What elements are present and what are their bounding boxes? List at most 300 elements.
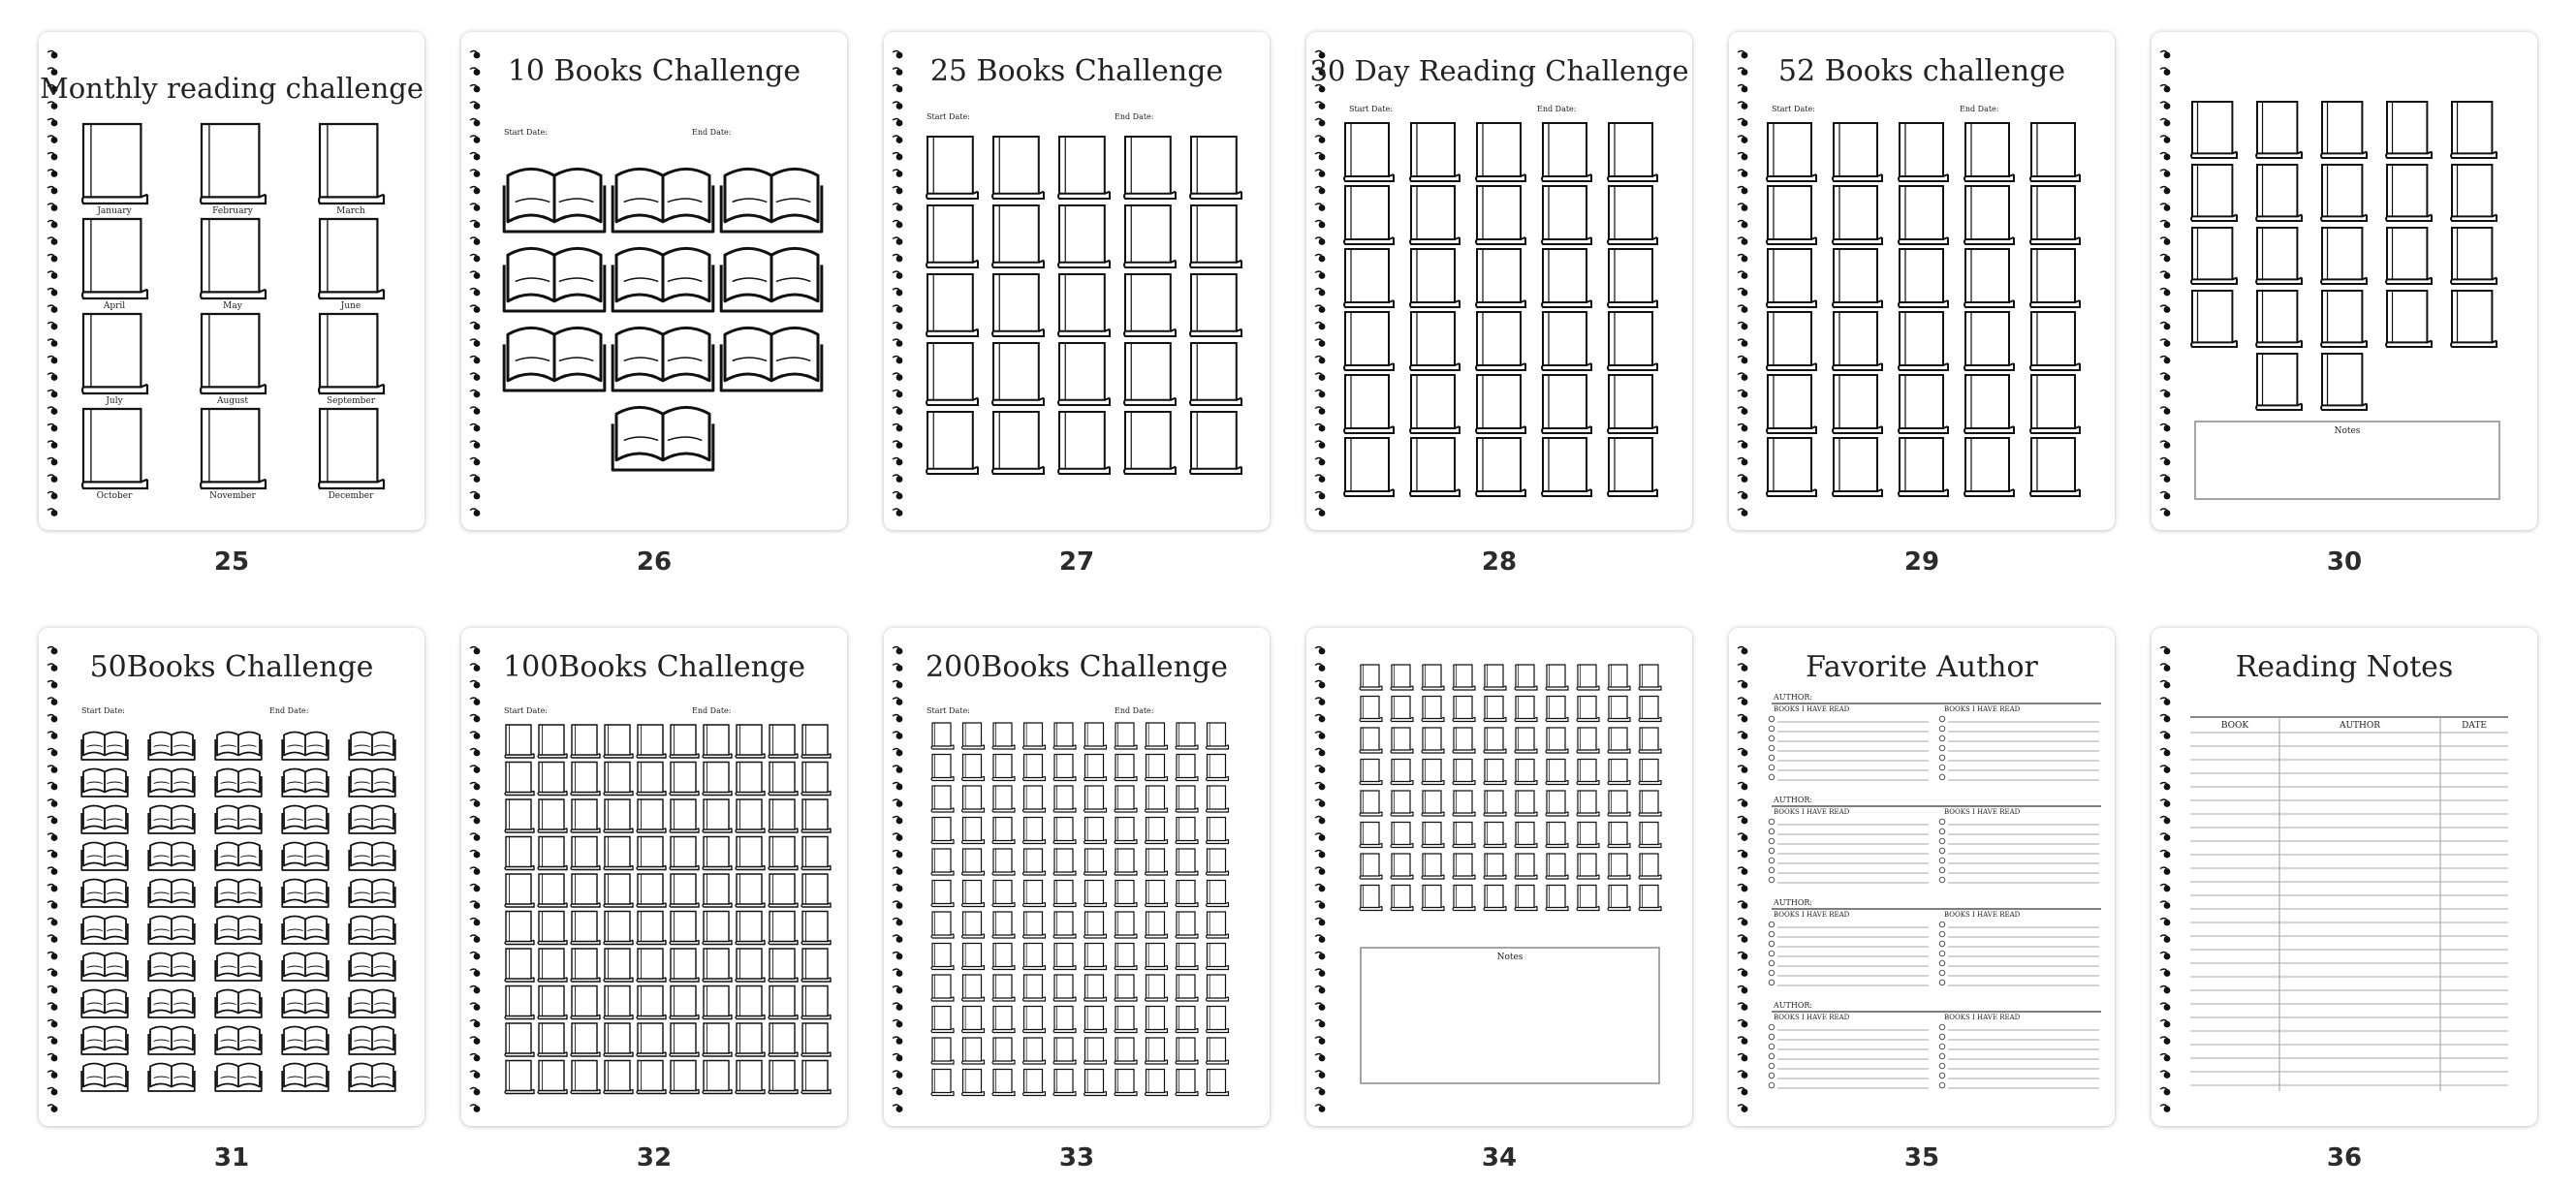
open-book-icon (613, 248, 713, 311)
binding-ring (474, 69, 481, 76)
planner-page-35[interactable] (1729, 628, 2115, 1126)
book-icon (538, 874, 567, 907)
open-book-icon (282, 880, 329, 908)
binding-ring (51, 510, 58, 516)
book-icon (319, 409, 384, 488)
spiral-binding (893, 51, 902, 516)
page-artwork (461, 628, 847, 1126)
book-icon (1964, 375, 2014, 433)
book-icon (1391, 697, 1413, 722)
binding-wire (2160, 68, 2167, 70)
month-label: March (336, 206, 365, 216)
book-icon (703, 874, 732, 907)
book-icon (1146, 1038, 1168, 1064)
book-icon (1053, 975, 1076, 1001)
binding-ring (1319, 648, 1326, 655)
binding-ring (474, 425, 481, 432)
book-icon (2256, 228, 2302, 284)
open-book-icon (282, 954, 329, 982)
binding-ring (896, 750, 903, 757)
column-label: BOOKS I HAVE READ (1944, 808, 2021, 816)
book-icon (1546, 791, 1568, 816)
book-icon (1833, 375, 1882, 433)
book-icon (1391, 791, 1413, 816)
open-book-icon (81, 1027, 128, 1055)
spiral-binding (1315, 51, 1325, 516)
binding-ring (2164, 1004, 2171, 1011)
binding-wire (2160, 119, 2167, 121)
book-grid (504, 169, 822, 470)
binding-wire (470, 237, 477, 239)
binding-wire (470, 1003, 477, 1005)
binding-ring (51, 818, 58, 825)
checkbox (1769, 828, 1775, 834)
binding-wire (470, 1020, 477, 1022)
binding-ring (1742, 340, 1748, 347)
binding-wire (1315, 833, 1322, 835)
page-number: 26 (636, 547, 673, 577)
binding-ring (1319, 272, 1326, 279)
book-icon (505, 1023, 534, 1056)
column-header: BOOK (2220, 721, 2249, 731)
checkbox (1769, 745, 1775, 751)
page-number: 29 (1903, 547, 1940, 577)
binding-ring (1319, 665, 1326, 672)
binding-wire (2160, 833, 2167, 835)
book-icon (670, 1023, 699, 1056)
checkbox (1769, 755, 1775, 761)
binding-ring (2164, 154, 2171, 161)
end-date-label: End Date: (692, 706, 732, 715)
binding-ring (896, 340, 903, 347)
month-label: July (106, 396, 123, 406)
book-icon (992, 849, 1015, 875)
book-icon (1410, 123, 1460, 181)
binding-ring (2164, 936, 2171, 943)
binding-ring (51, 171, 58, 177)
book-icon (670, 725, 699, 758)
binding-wire (470, 509, 477, 511)
book-icon (1515, 791, 1537, 816)
planner-page-30[interactable] (2152, 32, 2537, 530)
book-icon (1023, 849, 1046, 875)
binding-wire (893, 271, 899, 273)
open-book-icon (349, 880, 395, 908)
binding-wire (1738, 986, 1744, 988)
book-icon (962, 975, 985, 1001)
binding-wire (1315, 102, 1322, 104)
binding-wire (47, 221, 54, 223)
binding-wire (2160, 391, 2167, 392)
binding-wire (47, 833, 54, 835)
binding-wire (47, 867, 54, 869)
binding-wire (2160, 647, 2167, 649)
column-header: DATE (2462, 721, 2487, 731)
planner-page-33[interactable] (884, 628, 1270, 1126)
book-grid-extra (2256, 354, 2367, 410)
binding-wire (893, 953, 899, 954)
binding-ring (2164, 459, 2171, 466)
book-icon (637, 912, 666, 945)
binding-ring (2164, 425, 2171, 432)
open-book-icon (349, 990, 395, 1018)
binding-ring (1742, 272, 1748, 279)
binding-wire (1738, 85, 1744, 87)
binding-ring (1319, 886, 1326, 892)
book-icon (604, 986, 633, 1019)
binding-ring (474, 818, 481, 825)
book-icon (1515, 886, 1537, 911)
binding-ring (1319, 750, 1326, 757)
binding-ring (1742, 852, 1748, 859)
binding-ring (2164, 340, 2171, 347)
checkbox (1769, 726, 1775, 732)
book-icon (1515, 665, 1537, 690)
binding-wire (47, 170, 54, 172)
page-title: 30 Day Reading Challenge (1309, 54, 1689, 87)
open-book-icon (215, 806, 262, 834)
book-icon (962, 818, 985, 844)
binding-ring (51, 358, 58, 364)
binding-ring (896, 256, 903, 263)
binding-wire (470, 170, 477, 172)
page-artwork (39, 32, 424, 530)
binding-wire (1738, 339, 1744, 341)
book-icon (1391, 823, 1413, 848)
book-icon (1476, 123, 1525, 181)
book-icon (571, 949, 600, 982)
binding-ring (896, 648, 903, 655)
binding-ring (1742, 920, 1748, 926)
binding-wire (2160, 187, 2167, 189)
binding-wire (1315, 1054, 1322, 1056)
binding-ring (896, 784, 903, 791)
book-icon (736, 763, 765, 796)
book-icon (1124, 274, 1176, 336)
book-icon (1899, 123, 1948, 181)
book-icon (992, 881, 1015, 907)
open-book-icon (349, 1027, 395, 1055)
binding-wire (470, 458, 477, 460)
book-icon (1084, 1038, 1107, 1064)
book-icon (1146, 881, 1168, 907)
checkbox (1769, 867, 1775, 873)
book-icon (1207, 1070, 1229, 1096)
open-book-icon (349, 733, 395, 761)
book-icon (992, 975, 1015, 1001)
binding-ring (1319, 800, 1326, 807)
binding-ring (2164, 1021, 2171, 1028)
binding-ring (1742, 665, 1748, 672)
book-icon (1124, 205, 1176, 267)
planner-page-25[interactable] (39, 32, 424, 530)
binding-wire (893, 1020, 899, 1022)
book-icon (1176, 975, 1198, 1001)
book-icon (1964, 312, 2014, 370)
binding-wire (470, 953, 477, 954)
binding-wire (893, 136, 899, 138)
binding-ring (51, 137, 58, 143)
open-book-icon (215, 843, 262, 871)
checkbox (1769, 848, 1775, 854)
binding-wire (1738, 237, 1744, 239)
open-book-icon (721, 248, 822, 311)
binding-wire (1738, 509, 1744, 511)
book-icon (2451, 228, 2497, 284)
binding-ring (2164, 665, 2171, 672)
planner-page-28[interactable] (1306, 32, 1692, 530)
checkbox (1769, 838, 1775, 844)
page-artwork (1729, 628, 2115, 1126)
book-icon (1608, 665, 1630, 690)
binding-wire (2160, 783, 2167, 785)
binding-wire (470, 681, 477, 683)
binding-wire (1315, 664, 1322, 666)
book-icon (992, 412, 1044, 474)
open-book-icon (215, 769, 262, 797)
binding-wire (1315, 424, 1322, 426)
column-label: BOOKS I HAVE READ (1944, 911, 2021, 919)
book-icon (538, 912, 567, 945)
binding-wire (1315, 1088, 1322, 1090)
binding-wire (893, 732, 899, 734)
binding-wire (893, 885, 899, 887)
binding-ring (1319, 902, 1326, 909)
binding-ring (896, 425, 903, 432)
binding-wire (893, 817, 899, 819)
open-book-icon (81, 880, 128, 908)
binding-ring (1319, 1004, 1326, 1011)
book-icon (1639, 791, 1661, 816)
binding-ring (474, 52, 481, 59)
spiral-binding (1315, 647, 1325, 1112)
book-icon (1515, 728, 1537, 753)
book-icon (2451, 291, 2497, 347)
binding-ring (896, 818, 903, 825)
binding-wire (1738, 1020, 1744, 1022)
book-icon (703, 837, 732, 870)
page-number: 28 (1481, 547, 1518, 577)
binding-ring (2164, 204, 2171, 211)
binding-wire (2160, 851, 2167, 853)
binding-wire (1315, 749, 1322, 751)
book-icon (1115, 786, 1137, 812)
binding-wire (893, 305, 899, 307)
open-book-icon (215, 990, 262, 1018)
binding-ring (474, 1106, 481, 1112)
book-icon (703, 725, 732, 758)
binding-ring (896, 1004, 903, 1011)
page-artwork (2152, 628, 2537, 1126)
planner-page-29[interactable] (1729, 32, 2115, 530)
binding-ring (896, 716, 903, 723)
binding-ring (1319, 818, 1326, 825)
book-icon (2386, 165, 2432, 221)
binding-wire (1315, 851, 1322, 853)
binding-wire (47, 305, 54, 307)
book-icon (1115, 723, 1137, 749)
binding-ring (896, 52, 903, 59)
binding-ring (1319, 290, 1326, 297)
book-icon (670, 1061, 699, 1094)
binding-wire (2160, 766, 2167, 767)
planner-page-31[interactable] (39, 628, 424, 1126)
binding-wire (2160, 424, 2167, 426)
binding-wire (1315, 153, 1322, 155)
book-icon (1484, 823, 1506, 848)
book-icon (1146, 944, 1168, 970)
binding-ring (1742, 1021, 1748, 1028)
book-icon (1546, 823, 1568, 848)
binding-ring (896, 1038, 903, 1045)
binding-wire (1738, 323, 1744, 325)
book-grid (1344, 123, 1657, 496)
book-icon (2191, 165, 2237, 221)
book-icon (1124, 137, 1176, 199)
checkbox (1769, 960, 1775, 966)
book-icon (1476, 312, 1525, 370)
page-number: 32 (636, 1143, 673, 1172)
binding-wire (1315, 255, 1322, 257)
book-icon (505, 912, 534, 945)
binding-wire (47, 935, 54, 937)
open-book-icon (504, 248, 605, 311)
book-icon (1410, 312, 1460, 370)
book-icon (1023, 1007, 1046, 1033)
binding-wire (1738, 475, 1744, 477)
binding-ring (474, 1021, 481, 1028)
binding-ring (896, 442, 903, 449)
binding-ring (474, 154, 481, 161)
book-icon (1053, 1070, 1076, 1096)
binding-wire (2160, 458, 2167, 460)
binding-ring (1319, 1089, 1326, 1096)
book-icon (1084, 1070, 1107, 1096)
binding-ring (51, 306, 58, 313)
book-icon (637, 986, 666, 1019)
binding-ring (1742, 800, 1748, 807)
book-icon (571, 837, 600, 870)
binding-wire (1315, 885, 1322, 887)
book-icon (1360, 854, 1382, 879)
binding-wire (1738, 424, 1744, 426)
binding-wire (1315, 170, 1322, 172)
binding-wire (470, 305, 477, 307)
book-icon (1422, 791, 1444, 816)
book-icon (1608, 728, 1630, 753)
binding-ring (474, 665, 481, 672)
binding-wire (893, 1037, 899, 1039)
book-icon (962, 944, 985, 970)
binding-ring (51, 648, 58, 655)
book-icon (2256, 165, 2302, 221)
open-book-icon (721, 328, 822, 391)
checkbox (1769, 877, 1775, 883)
binding-ring (896, 733, 903, 739)
book-icon (571, 763, 600, 796)
book-icon (1023, 723, 1046, 749)
binding-wire (1315, 339, 1322, 341)
binding-wire (2160, 339, 2167, 341)
book-icon (801, 763, 831, 796)
column-label: BOOKS I HAVE READ (1774, 911, 1850, 919)
binding-wire (893, 357, 899, 359)
checkbox (1769, 858, 1775, 863)
binding-wire (2160, 492, 2167, 494)
book-icon (1639, 823, 1661, 848)
binding-wire (47, 799, 54, 801)
book-icon (992, 755, 1015, 781)
book-icon (505, 949, 534, 982)
binding-ring (896, 1021, 903, 1028)
binding-wire (1738, 203, 1744, 205)
binding-wire (1315, 509, 1322, 511)
checkbox (1769, 774, 1775, 780)
binding-wire (1738, 698, 1744, 700)
binding-ring (474, 459, 481, 466)
binding-wire (2160, 323, 2167, 325)
book-icon (1176, 1007, 1198, 1033)
book-icon (1344, 249, 1394, 307)
book-icon (769, 949, 798, 982)
book-icon (1084, 849, 1107, 875)
binding-wire (1315, 867, 1322, 869)
planner-page-27[interactable] (884, 32, 1270, 530)
binding-wire (1738, 664, 1744, 666)
open-book-icon (81, 1064, 128, 1092)
checkbox (1939, 745, 1945, 751)
binding-ring (896, 238, 903, 245)
page-title: 200Books Challenge (926, 650, 1228, 684)
binding-ring (896, 886, 903, 892)
binding-ring (896, 852, 903, 859)
binding-wire (1315, 799, 1322, 801)
book-icon (319, 124, 384, 203)
planner-page-26[interactable] (461, 32, 847, 530)
binding-ring (474, 204, 481, 211)
binding-ring (1742, 868, 1748, 875)
planner-page-34[interactable] (1306, 628, 1692, 1126)
binding-wire (1738, 373, 1744, 375)
binding-wire (1738, 969, 1744, 971)
binding-ring (896, 902, 903, 909)
binding-wire (893, 901, 899, 903)
binding-wire (1315, 766, 1322, 767)
month-label: April (103, 301, 126, 311)
binding-wire (1738, 681, 1744, 683)
binding-ring (51, 954, 58, 960)
checkbox (1939, 838, 1945, 844)
checkbox (1939, 1034, 1945, 1040)
planner-page-36[interactable] (2152, 628, 2537, 1126)
book-icon (1344, 123, 1394, 181)
book-icon (2191, 291, 2237, 347)
book-icon (1410, 375, 1460, 433)
planner-page-32[interactable] (461, 628, 847, 1126)
binding-ring (2164, 987, 2171, 994)
page-number: 30 (2326, 547, 2363, 577)
binding-ring (51, 970, 58, 977)
page-number: 33 (1058, 1143, 1095, 1172)
binding-ring (474, 784, 481, 791)
binding-wire (2160, 749, 2167, 751)
book-icon (769, 725, 798, 758)
binding-wire (1738, 102, 1744, 104)
book-icon (1639, 886, 1661, 911)
binding-wire (1315, 1071, 1322, 1073)
start-date-label: Start Date: (1772, 105, 1815, 113)
binding-wire (47, 969, 54, 971)
